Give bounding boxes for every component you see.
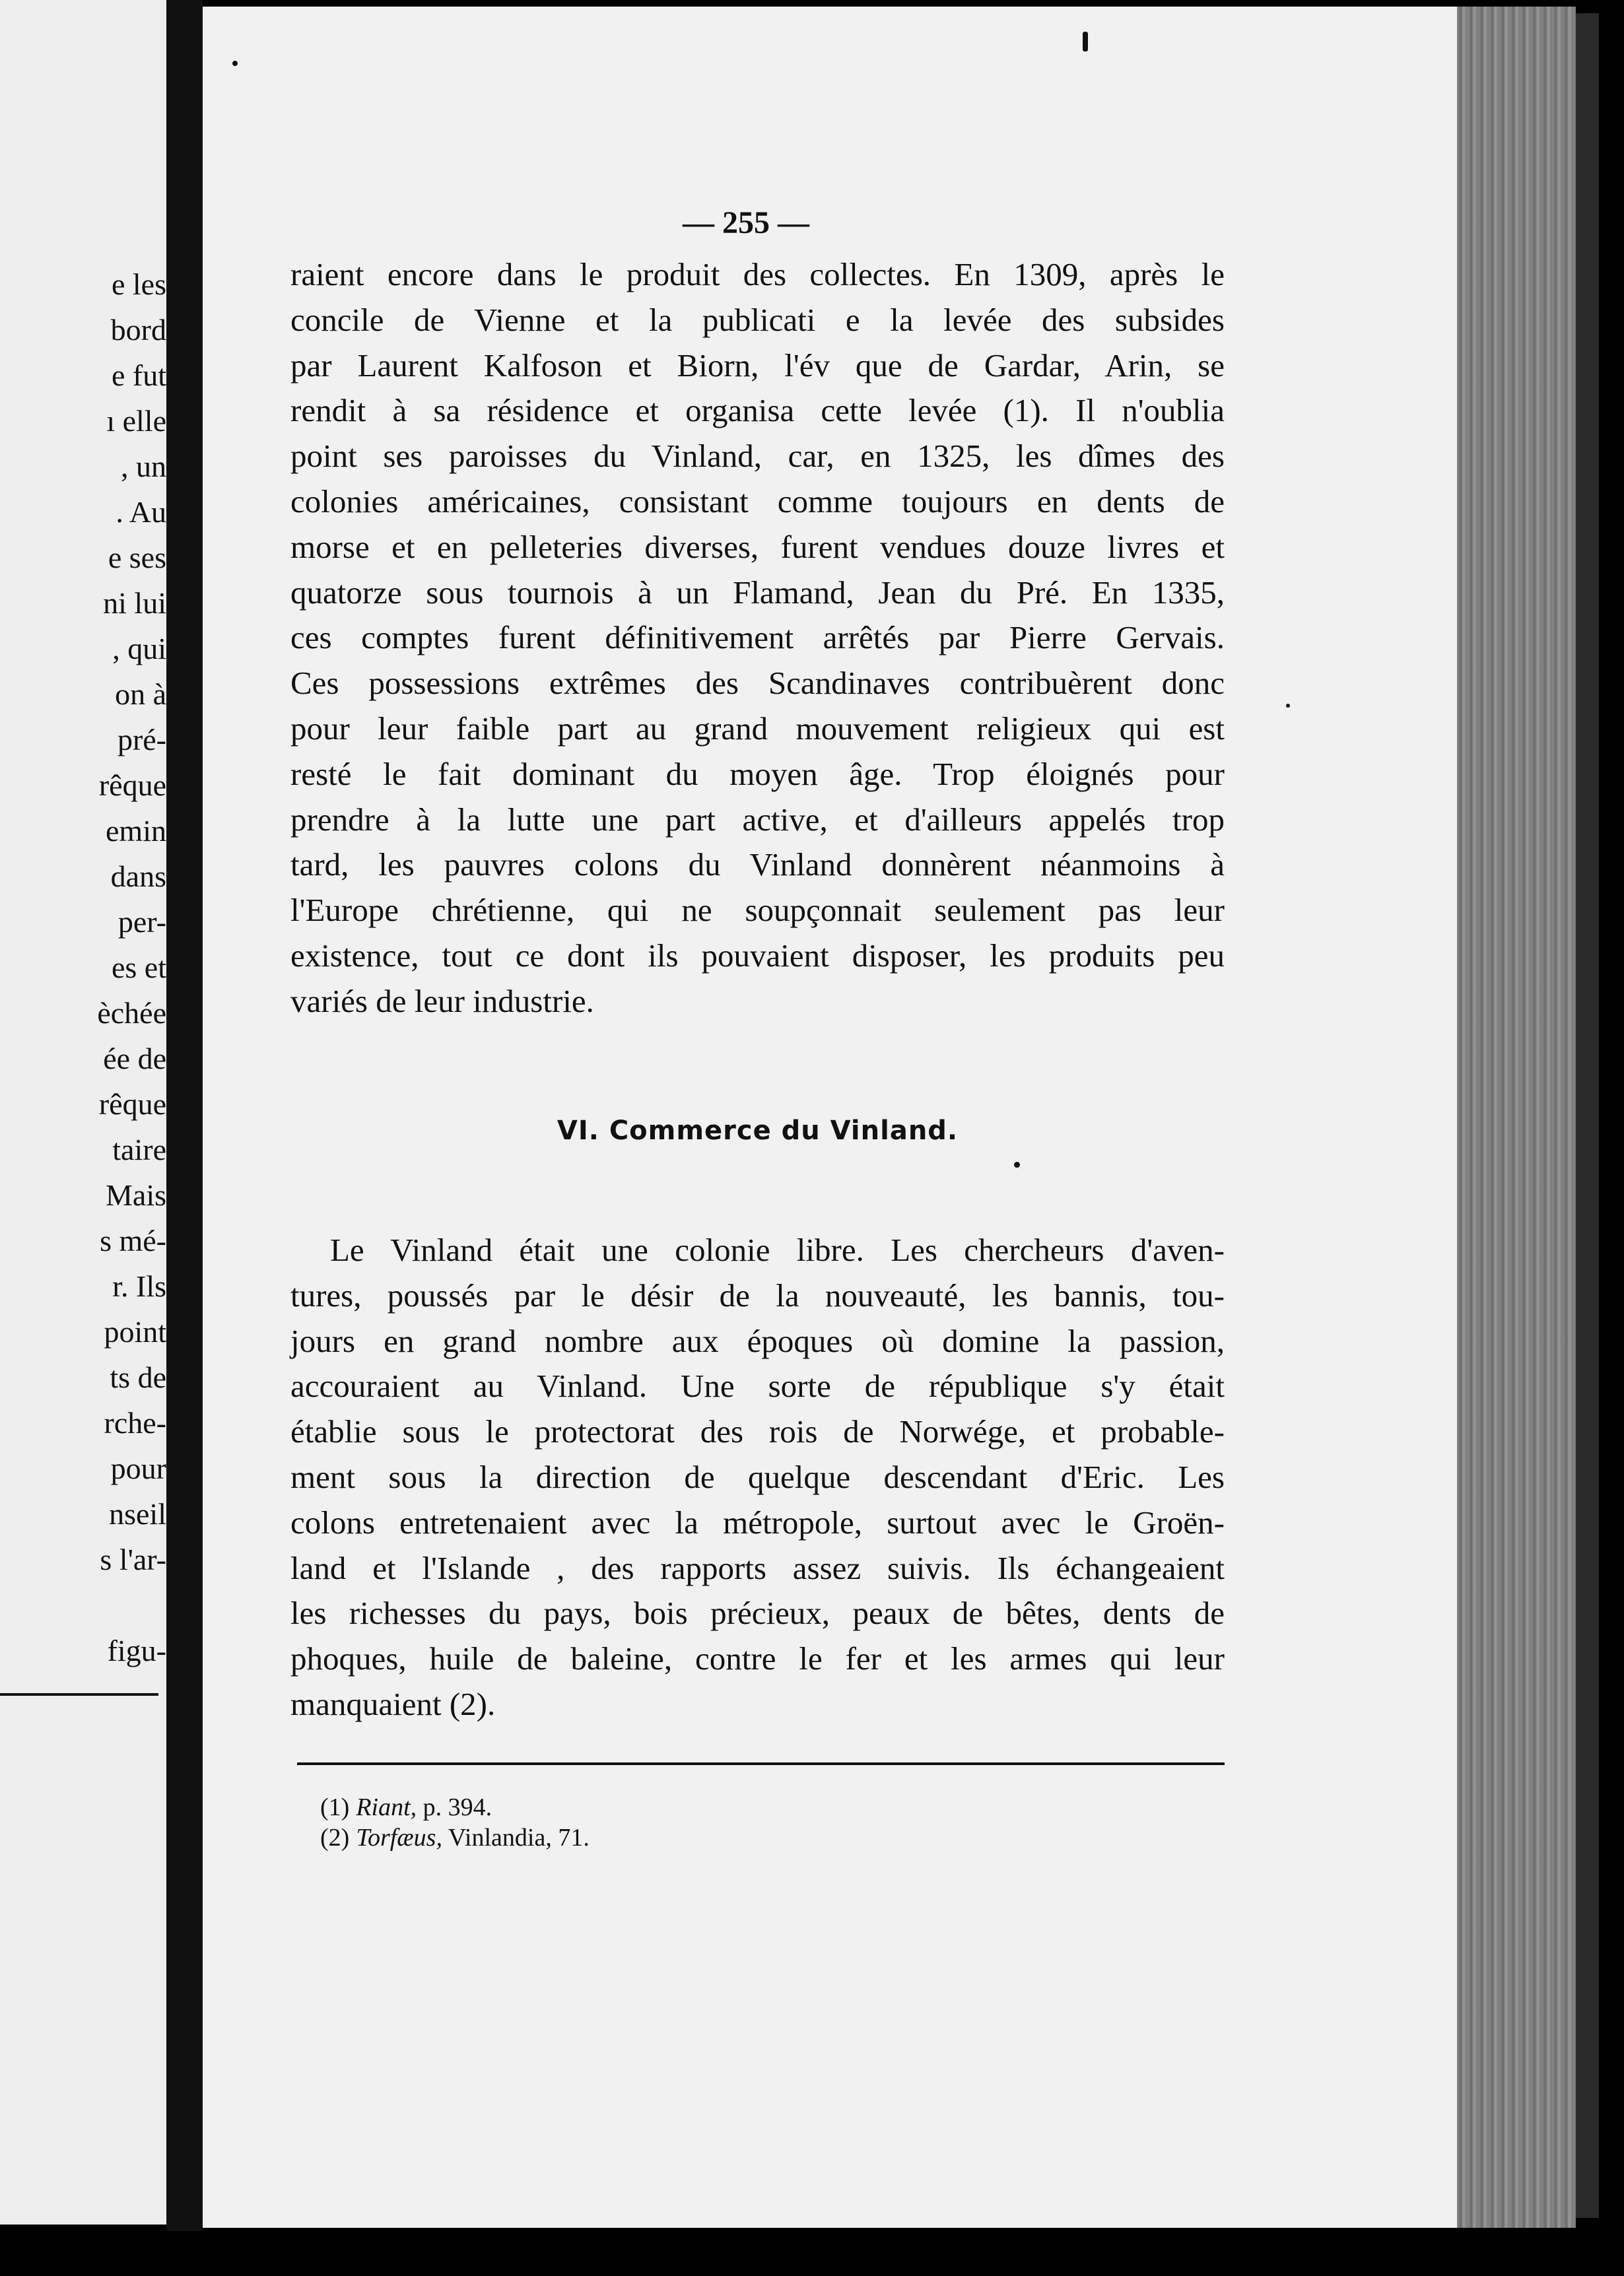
text-line: point ses paroisses du Vinland, car, en 1325, les dîmes des — [290, 438, 1225, 475]
footnote-author: Torfæus, — [356, 1824, 442, 1852]
text-line: existence, tout ce dont ils pouvaient disposer, les produits peu — [290, 937, 1225, 974]
text-line: jours en grand nombre aux époques où domine la passion, — [290, 1322, 1225, 1359]
paragraph-1 — [290, 252, 1225, 1024]
left-page-line: , qui — [112, 632, 166, 665]
left-page-line: ée de — [103, 1042, 166, 1075]
left-page-line: . Au — [116, 495, 166, 529]
text-line: morse et en pelleteries diverses, furent vendues douze livres et — [290, 528, 1225, 565]
left-page-line: emin — [106, 814, 166, 848]
text-line: ment sous la direction de quelque descendant d'Eric. Les — [290, 1458, 1225, 1495]
left-page-line: e les — [111, 267, 166, 301]
left-page-line: s mé- — [100, 1224, 166, 1257]
text-line: rendit à sa résidence et organisa cette levée (1). Il n'oublia — [290, 392, 1225, 429]
footnote-mark: (2) — [320, 1824, 350, 1852]
text-line: resté le fait dominant du moyen âge. Trop éloignés pour — [290, 755, 1225, 792]
text-line: l'Europe chrétienne, qui ne soupçonnait seulement pas leur — [290, 892, 1225, 929]
footnotes — [320, 1792, 590, 1853]
left-page-line: e ses — [108, 541, 166, 574]
left-page-line: point — [104, 1315, 166, 1349]
paragraph-2 — [290, 1228, 1225, 1727]
left-page-line — [97, 1582, 166, 1628]
left-page-line: figu- — [107, 1634, 166, 1667]
page-edges — [1457, 7, 1576, 2228]
text-line: Ces possessions extrêmes des Scandinaves contribuèrent donc — [290, 665, 1225, 702]
left-page-line: ts de — [110, 1360, 166, 1394]
footnote-rule — [297, 1762, 1225, 1765]
left-page-fragment — [0, 0, 166, 2225]
text-line: par Laurent Kalfoson et Biorn, l'év que de Gardar, Arin, se — [290, 347, 1225, 384]
page-number: — 255 — — [683, 205, 809, 240]
speck — [1083, 32, 1088, 51]
text-line: établie sous le protectorat des rois de Norwége, et probable- — [290, 1413, 1225, 1450]
left-page-line: pour — [110, 1452, 166, 1485]
left-page-footnote-rule — [0, 1693, 158, 1696]
left-page-line: èchée — [97, 996, 166, 1030]
left-page-line: on à — [115, 677, 166, 711]
book-cover-edge — [1576, 13, 1599, 2218]
text-line: quatorze sous tournois à un Flamand, Jean du Pré. En 1335, — [290, 574, 1225, 611]
left-page-text-column — [97, 261, 166, 1673]
speck — [1014, 1162, 1020, 1168]
left-page-line: nseil — [109, 1497, 166, 1531]
left-page-line: ı elle — [106, 404, 166, 438]
left-page-line: pré- — [117, 723, 166, 756]
text-line: prendre à la lutte une part active, et d'ailleurs appelés trop — [290, 801, 1225, 838]
left-page-line: rêque — [98, 768, 166, 802]
text-line: phoques, huile de baleine, contre le fer et les armes qui leur — [290, 1640, 1225, 1677]
text-line: pour leur faible part au grand mouvement religieux qui est — [290, 710, 1225, 747]
text-line: variés de leur industrie. — [290, 982, 594, 1019]
text-line: colonies américaines, consistant comme toujours en dents de — [290, 483, 1225, 519]
speck — [1286, 704, 1290, 708]
footnote-mark: (1) — [320, 1793, 350, 1821]
text-line: ces comptes furent définitivement arrêtés par Pierre Gervais. — [290, 619, 1225, 656]
book-gutter — [166, 0, 203, 2231]
footnote-reference: Vinlandia, 71. — [442, 1824, 590, 1852]
text-line: tures, poussés par le désir de la nouveauté, les bannis, tou- — [290, 1277, 1225, 1314]
text-line: les richesses du pays, bois précieux, peaux de bêtes, dents de — [290, 1595, 1225, 1632]
footnote — [320, 1823, 590, 1853]
footnote — [320, 1792, 590, 1823]
left-page-line: es et — [111, 951, 166, 984]
left-page-line: rêque — [98, 1087, 166, 1121]
footnote-reference: p. 394. — [417, 1793, 492, 1821]
left-page-line: ni lui — [103, 586, 166, 620]
left-page-line: , un — [121, 450, 166, 483]
left-page-line: taire — [112, 1133, 166, 1166]
left-page-line: e fut — [111, 358, 166, 392]
section-heading: VI. Commerce du Vinland. — [557, 1116, 959, 1146]
left-page-line: bord — [110, 313, 166, 347]
text-line: tard, les pauvres colons du Vinland donnèrent néanmoins à — [290, 846, 1225, 883]
text-line: raient encore dans le produit des collectes. En 1309, après le — [290, 256, 1225, 292]
left-page-line: r. Ils — [112, 1269, 166, 1303]
text-line: accouraient au Vinland. Une sorte de république s'y était — [290, 1368, 1225, 1405]
text-line: land et l'Islande , des rapports assez suivis. Ils échangeaient — [290, 1549, 1225, 1586]
left-page-line: s l'ar- — [100, 1543, 166, 1576]
left-page-line: Mais — [106, 1178, 166, 1212]
left-page-line: per- — [118, 905, 166, 939]
text-line: concile de Vienne et la publicati e la levée des subsides — [290, 301, 1225, 338]
text-line: manquaient (2). — [290, 1685, 496, 1722]
text-line: colons entretenaient avec la métropole, surtout avec le Groën- — [290, 1504, 1225, 1541]
footnote-author: Riant, — [356, 1793, 417, 1821]
text-line: Le Vinland était une colonie libre. Les chercheurs d'aven- — [330, 1232, 1225, 1268]
left-page-line: rche- — [104, 1406, 166, 1440]
speck — [232, 61, 238, 66]
left-page-line: dans — [110, 859, 166, 893]
